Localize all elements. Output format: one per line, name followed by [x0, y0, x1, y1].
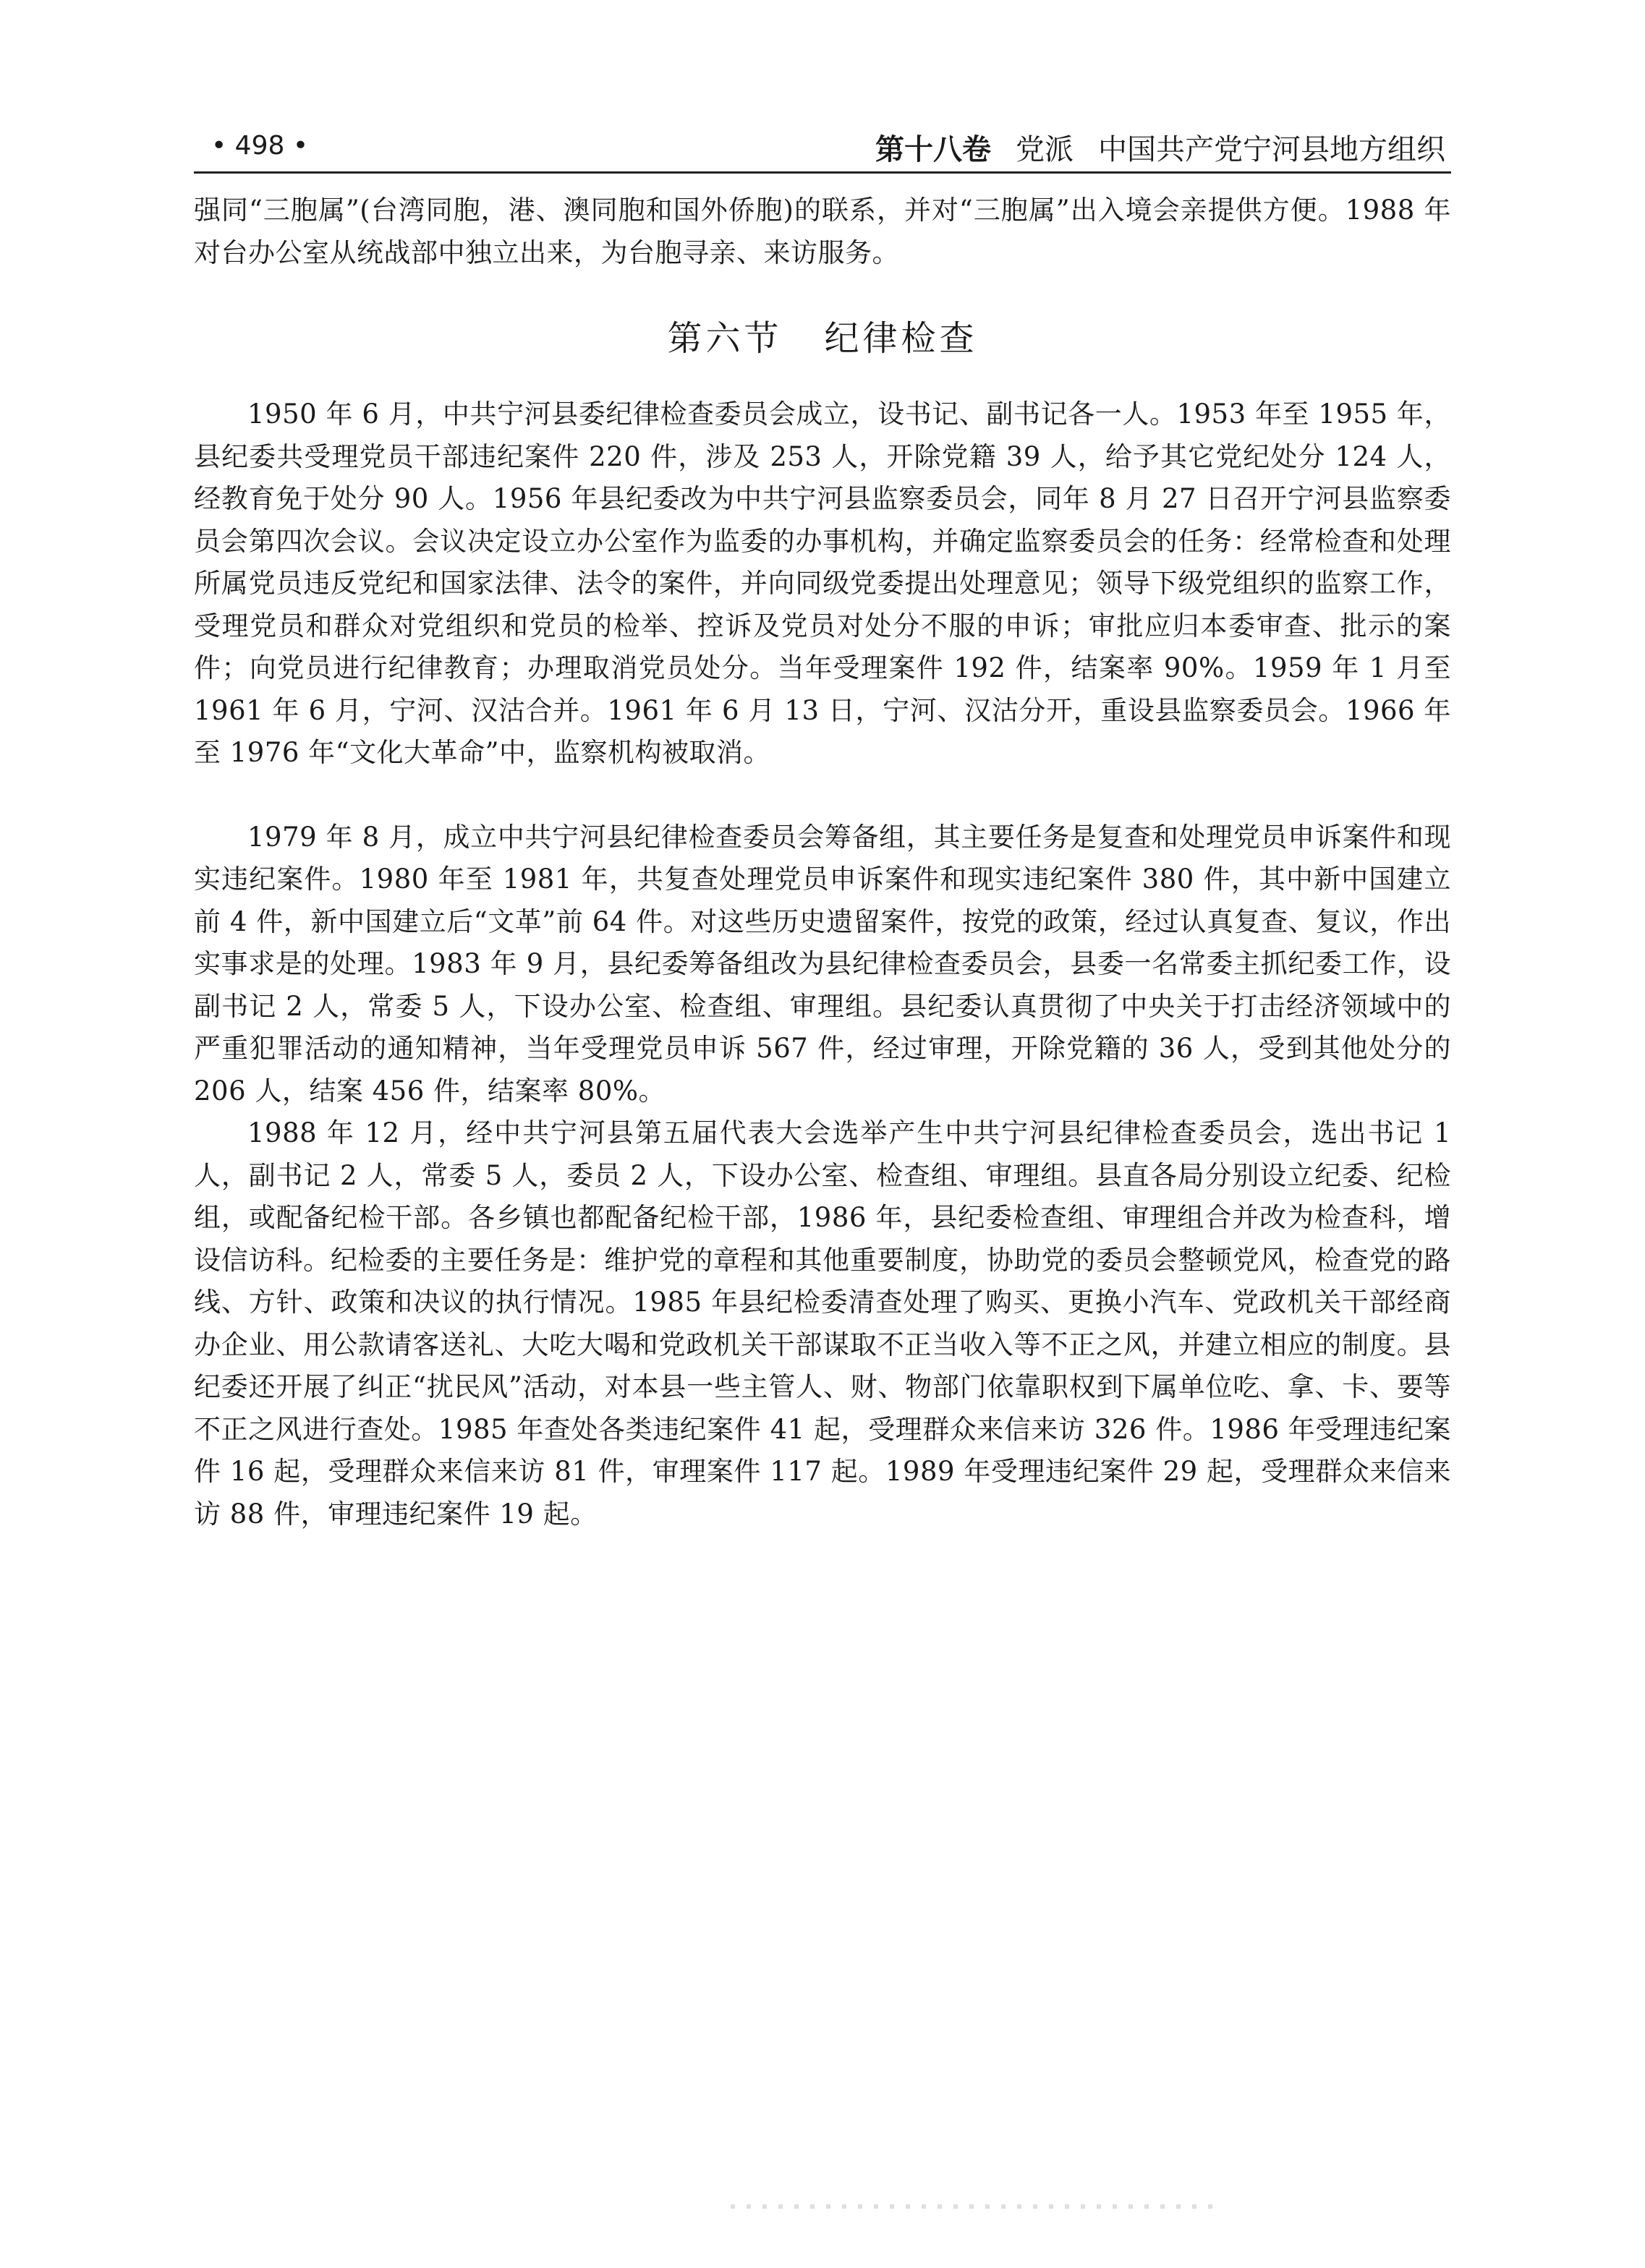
chapter-label: 中国共产党宁河县地方组织	[1098, 133, 1445, 166]
section-number: 第六节	[667, 318, 783, 359]
body-paragraph: 1988 年 12 月，经中共宁河县第五届代表大会选举产生中共宁河县纪律检查委员会，选出书记 1 人，副书记 2 人，常委 5 人，委员 2 人，下设办公室、检查组、审理组。县直各局分别设立纪委、纪检组，或配备纪检干部。各乡镇也都配备纪检干部，1986 年，县纪委检查组、审理组合并改为检查科，增设信访科。纪检委的主要任务是：维护党的章程和其他重要制度，协助党的委员会整顿党风，检查党的路线、方针、政策和决议的执行情况。1985 年县纪检委清查处理了购买、更换小汽车、党政机关干部经商办企业、用公款请客送礼、大吃大喝和党政机关干部谋取不正当收入等不正之风，并建立相应的制度。县纪委还开展了纠正“扰民风”活动，对本县一些主管人、财、物部门依靠职权到下属单位吃、拿、卡、要等不正之风进行查处。1985 年查处各类违纪案件 41 起，受理群众来信来访 326 件。1986 年受理违纪案件 16 起，受理群众来信来访 81 件，审理案件 117 起。1989 年受理违纪案件 29 起，受理群众来信来访 88 件，审理违纪案件 19 起。	[194, 1117, 1451, 1530]
volume-label: 第十八卷	[875, 133, 991, 166]
carry-over-paragraph: 强同“三胞属”(台湾同胞，港、澳同胞和国外侨胞)的联系，并对“三胞属”出入境会亲提供方便。1988 年对台办公室从统战部中独立出来，为台胞寻亲、来访服务。	[194, 195, 1451, 268]
book-page	[194, 119, 1451, 1535]
running-header	[194, 119, 1451, 174]
header-title	[875, 127, 1445, 168]
page-number: • 498 •	[211, 131, 309, 161]
section-title: 纪律检查	[824, 318, 978, 359]
scan-artifact	[731, 2204, 1223, 2209]
body-paragraph: 1979 年 8 月，成立中共宁河县纪律检查委员会筹备组，其主要任务是复查和处理党员申诉案件和现实违纪案件。1980 年至 1981 年，共复查处理党员申诉案件和现实违纪案件 380 件，其中新中国建立前 4 件，新中国建立后“文革”前 64 件。对这些历史遗留案件，按党的政策，经过认真复查、复议，作出实事求是的处理。1983 年 9 月，县纪委筹备组改为县纪律检查委员会，县委一名常委主抓纪委工作，设副书记 2 人，常委 5 人，下设办公室、检查组、审理组。县纪委认真贯彻了中央关于打击经济领域中的严重犯罪活动的通知精神，当年受理党员申诉 567 件，经过审理，开除党籍的 36 人，受到其他处分的 206 人，结案 456 件，结案率 80%。	[194, 821, 1451, 1107]
category-label: 党派	[1016, 133, 1074, 166]
section-heading	[194, 310, 1451, 360]
body-paragraph: 1950 年 6 月，中共宁河县委纪律检查委员会成立，设书记、副书记各一人。1953 年至 1955 年，县纪委共受理党员干部违纪案件 220 件，涉及 253 人，开除党籍 39 人，给予其它党纪处分 124 人，经教育免于处分 90 人。1956 年县纪委改为中共宁河县监察委员会，同年 8 月 27 日召开宁河县监察委员会第四次会议。会议决定设立办公室作为监委的办事机构，并确定监察委员会的任务：经常检查和处理所属党员违反党纪和国家法律、法令的案件，并向同级党委提出处理意见；领导下级党组织的监察工作，受理党员和群众对党组织和党员的检举、控诉及党员对处分不服的申诉；审批应归本委审查、批示的案件；向党员进行纪律教育；办理取消党员处分。当年受理案件 192 件，结案率 90%。1959 年 1 月至 1961 年 6 月，宁河、汉沽合并。1961 年 6 月 13 日，宁河、汉沽分开，重设县监察委员会。1966 年至 1976 年“文化大革命”中，监察机构被取消。	[194, 398, 1451, 768]
